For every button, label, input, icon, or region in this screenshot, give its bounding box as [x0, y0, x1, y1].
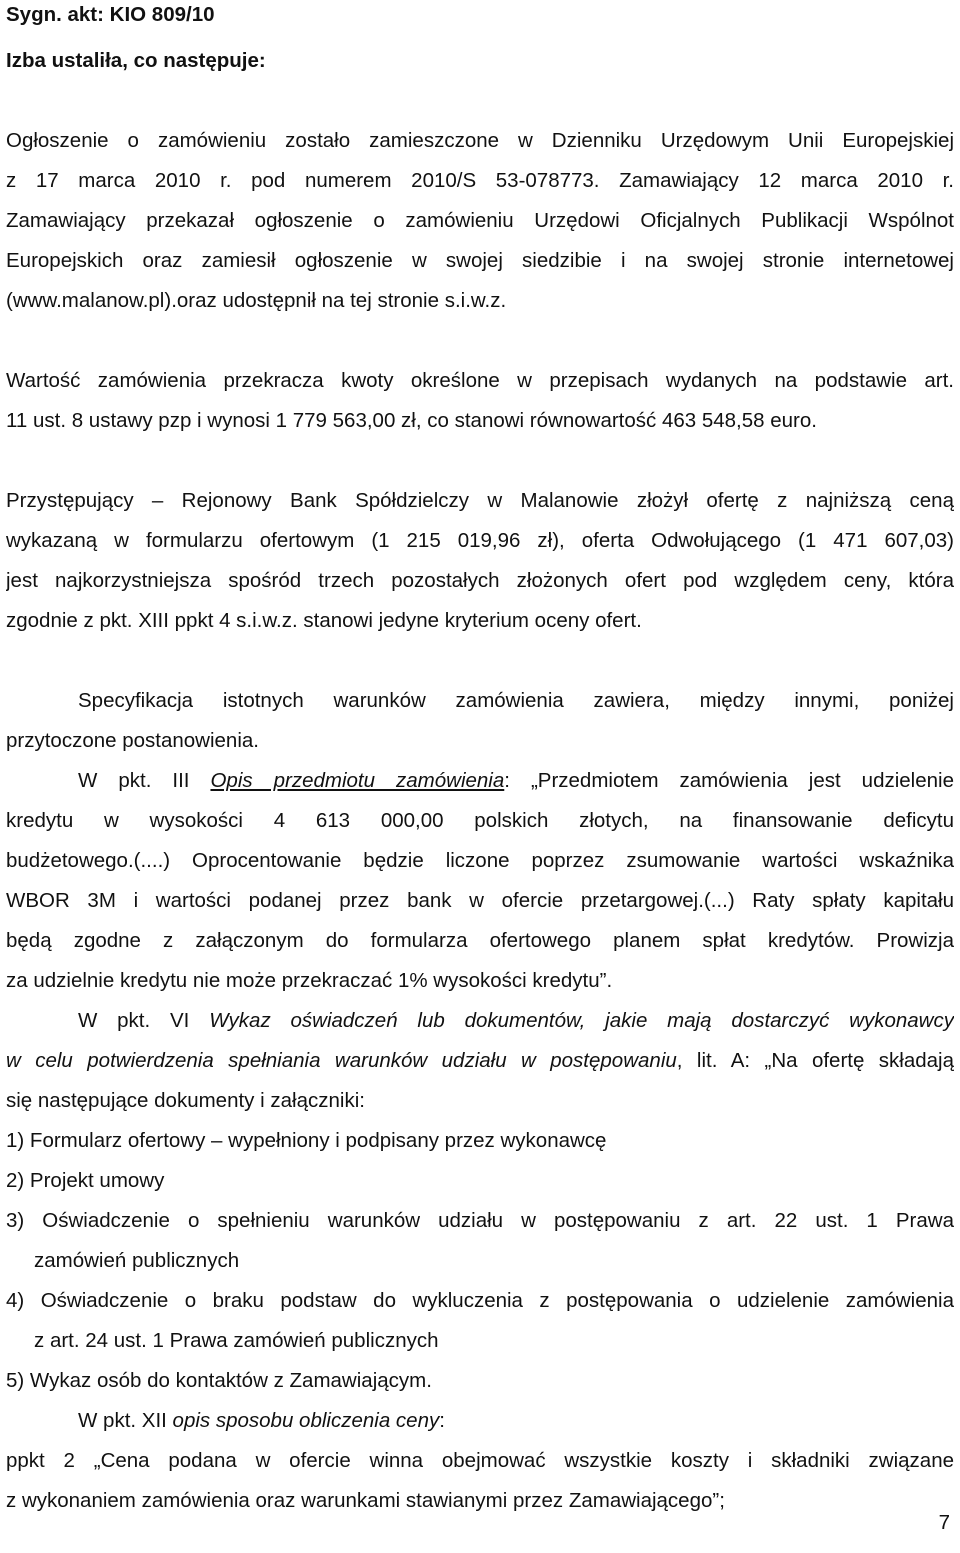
section-title: w celu potwierdzenia spełniania warunków udziału w postępowaniu — [6, 1049, 677, 1072]
text-line: z wykonaniem zamówienia oraz warunkami stawianymi przez Zamawiającego”; — [6, 1489, 725, 1512]
list-item-continuation: z art. 24 ust. 1 Prawa zamówień publicznych — [34, 1329, 439, 1352]
list-item: 5) Wykaz osób do kontaktów z Zamawiającym. — [6, 1369, 432, 1392]
text-line: za udzielnie kredytu nie może przekraczać 1% wysokości kredytu”. — [6, 969, 613, 992]
text-line: Europejskich oraz zamiesił ogłoszenie w swojej siedzibie i na swojej stronie internetowej — [6, 249, 954, 272]
list-item: 3) Oświadczenie o spełnieniu warunków udziału w postępowaniu z art. 22 ust. 1 Prawa — [6, 1209, 954, 1232]
list-item: 2) Projekt umowy — [6, 1169, 165, 1192]
text-line: budżetowego.(....) Oprocentowanie będzie liczone poprzez zsumowanie wartości wskaźnika — [6, 849, 954, 872]
section-title: opis sposobu obliczenia ceny — [172, 1409, 440, 1432]
page-number: 7 — [938, 1511, 950, 1534]
text-line: kredytu w wysokości 4 613 000,00 polskich złotych, na finansowanie deficytu — [6, 809, 954, 832]
section-intro: Izba ustaliła, co następuje: — [6, 49, 266, 72]
text-line: W pkt. VI Wykaz oświadczeń lub dokumentów, jakie mają dostarczyć wykonawcy — [78, 1009, 954, 1032]
case-signature: Sygn. akt: KIO 809/10 — [6, 3, 215, 26]
text-line: Specyfikacja istotnych warunków zamówienia zawiera, między innymi, poniżej — [78, 689, 954, 712]
text-line: wykazaną w formularzu ofertowym (1 215 019,96 zł), oferta Odwołującego (1 471 607,03) — [6, 529, 954, 552]
text-line: jest najkorzystniejsza spośród trzech pozostałych złożonych ofert pod względem ceny, która — [6, 569, 954, 592]
text-line: W pkt. XII opis sposobu obliczenia ceny: — [78, 1409, 445, 1432]
text-line: przytoczone postanowienia. — [6, 729, 259, 752]
text-line: się następujące dokumenty i załączniki: — [6, 1089, 365, 1112]
section-title: Opis przedmiotu zamówienia — [210, 769, 505, 792]
text-line: WBOR 3M i wartości podanej przez bank w ofercie przetargowej.(...) Raty spłaty kapitału — [6, 889, 954, 912]
text-line: będą zgodne z załączonym do formularza ofertowego planem spłat kredytów. Prowizja — [6, 929, 954, 952]
text-line: w celu potwierdzenia spełniania warunków udziału w postępowaniu, lit. A: „Na ofertę składają — [6, 1049, 954, 1072]
text-line: W pkt. III Opis przedmiotu zamówienia: „Przedmiotem zamówienia jest udzielenie — [78, 769, 954, 792]
text-line: (www.malanow.pl).oraz udostępnił na tej stronie s.i.w.z. — [6, 289, 507, 312]
text-line: Przystępujący – Rejonowy Bank Spółdzielczy w Malanowie złożył ofertę z najniższą ceną — [6, 489, 954, 512]
text-line: Wartość zamówienia przekracza kwoty określone w przepisach wydanych na podstawie art. — [6, 369, 954, 392]
text-line: Zamawiający przekazał ogłoszenie o zamówieniu Urzędowi Oficjalnych Publikacji Wspólnot — [6, 209, 954, 232]
text-line: zgodnie z pkt. XIII ppkt 4 s.i.w.z. stanowi jedyne kryterium oceny ofert. — [6, 609, 642, 632]
text-line: Ogłoszenie o zamówieniu zostało zamieszczone w Dzienniku Urzędowym Unii Europejskiej — [6, 129, 954, 152]
list-item: 4) Oświadczenie o braku podstaw do wykluczenia z postępowania o udzielenie zamówienia — [6, 1289, 954, 1312]
section-title: Wykaz oświadczeń lub dokumentów, jakie mają dostarczyć wykonawcy — [209, 1009, 954, 1032]
text-line: ppkt 2 „Cena podana w ofercie winna obejmować wszystkie koszty i składniki związane — [6, 1449, 954, 1472]
text-line: 11 ust. 8 ustawy pzp i wynosi 1 779 563,00 zł, co stanowi równowartość 463 548,58 euro. — [6, 409, 817, 432]
list-item-continuation: zamówień publicznych — [34, 1249, 240, 1272]
list-item: 1) Formularz ofertowy – wypełniony i podpisany przez wykonawcę — [6, 1129, 607, 1152]
text-line: z 17 marca 2010 r. pod numerem 2010/S 53-078773. Zamawiający 12 marca 2010 r. — [6, 169, 954, 192]
